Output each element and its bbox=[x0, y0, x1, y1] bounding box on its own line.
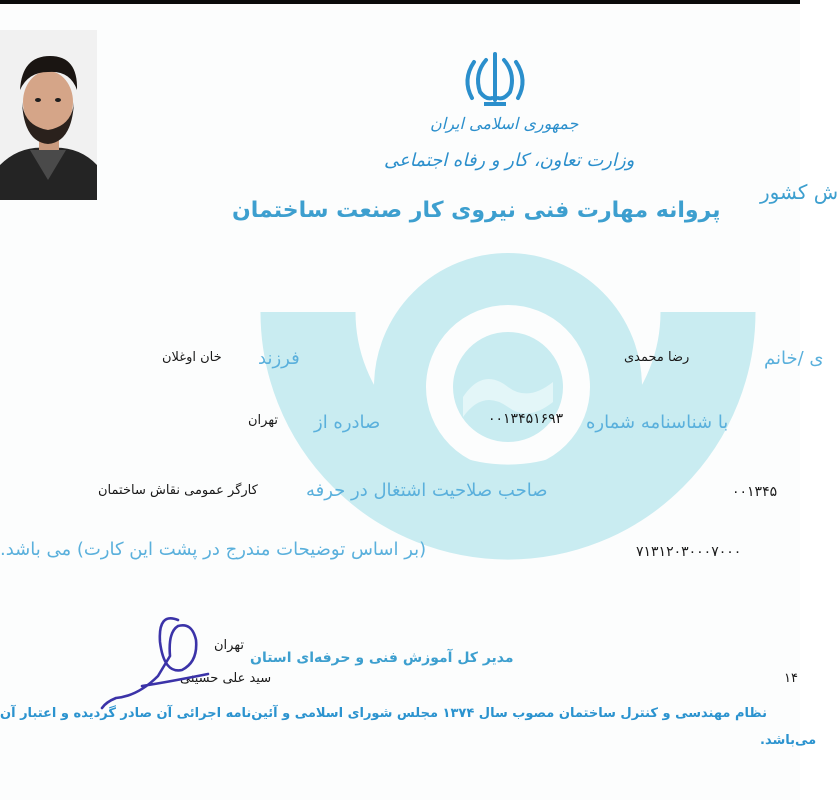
ministry-name: وزارت تعاون، کار و رفاه اجتماعی bbox=[384, 150, 635, 171]
portrait-icon bbox=[0, 30, 97, 200]
label-director: مدیر کل آموزش فنی و حرفه‌ای استان bbox=[250, 650, 514, 666]
id-number: ۰۰۱۳۴۵۱۶۹۳ bbox=[488, 411, 564, 427]
trade-name: کارگر عمومی نقاش ساختمان bbox=[98, 483, 258, 498]
label-issued-from: صادره از bbox=[314, 412, 381, 433]
footer-line-2: می‌باشد. bbox=[760, 733, 817, 748]
serial-number: ۷۱۳۱۲۰۳۰۰۰۷۰۰۰ bbox=[636, 544, 742, 560]
director-name: سید علی حسینی bbox=[180, 671, 272, 686]
date-fragment: ۱۴ bbox=[784, 671, 798, 686]
label-competent-in: صاحب صلاحیت اشتغال در حرفه bbox=[306, 480, 548, 501]
label-per-back: (بر اساس توضیحات مندرج در پشت این کارت) می باشد. bbox=[0, 539, 427, 560]
father-name: خان اوغلان bbox=[162, 350, 222, 365]
document-title: پروانه مهارت فنی نیروی کار صنعت ساختمان bbox=[232, 198, 721, 223]
iran-emblem-icon bbox=[462, 48, 528, 110]
code-fragment: ۰۰۱۳۴۵ bbox=[732, 484, 778, 500]
label-child-of: فرزند bbox=[258, 348, 300, 369]
holder-photo bbox=[0, 30, 97, 200]
license-document bbox=[0, 4, 838, 800]
issued-city: تهران bbox=[248, 413, 278, 428]
signature-icon bbox=[98, 612, 218, 712]
label-mr-mrs: ی /خانم bbox=[764, 348, 824, 369]
country-name: جمهوری اسلامی ایران bbox=[430, 114, 579, 133]
issuer-province: تهران bbox=[214, 638, 244, 653]
title-fragment: ش کشور bbox=[760, 180, 838, 204]
footer-line-1: نظام مهندسی و کنترل ساختمان مصوب سال ۱۳۷۴ مجلس شورای اسلامی و آئین‌نامه اجرائی آن صادر گردیده و اعتبار آن bbox=[0, 706, 767, 721]
holder-name: رضا محمدی bbox=[624, 350, 690, 365]
label-id-number: با شناسنامه شماره bbox=[586, 412, 729, 433]
